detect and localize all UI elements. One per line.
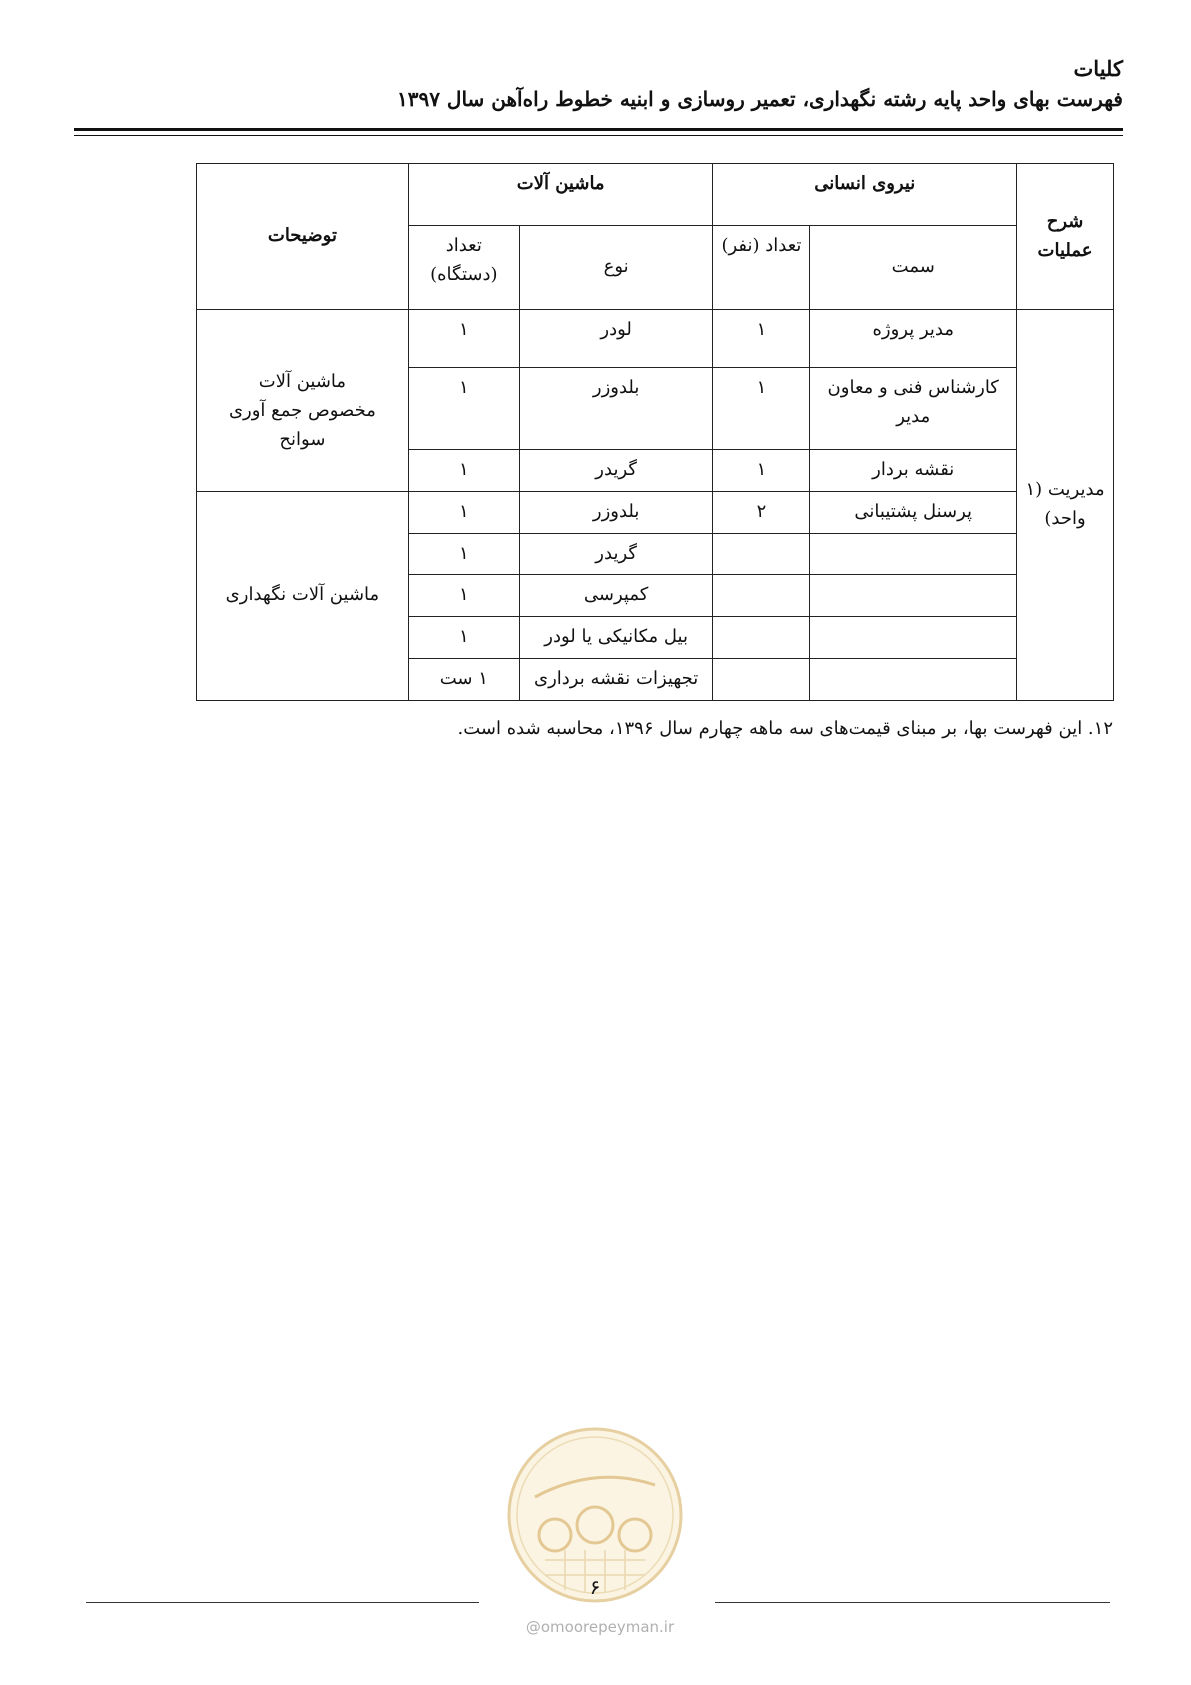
table-row xyxy=(197,491,1114,533)
header-count-persons: تعداد (نفر) xyxy=(713,226,810,310)
units-cell: ۱ ست xyxy=(408,658,519,700)
table-row xyxy=(197,310,1114,368)
persons-cell xyxy=(713,617,810,659)
operations-table xyxy=(196,163,1114,701)
header-description: شرح عملیات xyxy=(1017,164,1114,310)
machine-type-cell: گریدر xyxy=(519,533,713,575)
machine-type-cell: لودر xyxy=(519,310,713,368)
machine-type-cell: تجهیزات نقشه برداری xyxy=(519,658,713,700)
position-cell: پرسنل پشتیبانی xyxy=(810,491,1017,533)
machine-type-cell: کمپرسی xyxy=(519,575,713,617)
persons-cell: ۱ xyxy=(713,368,810,450)
page-header xyxy=(68,56,1123,111)
machine-type-cell: بیل مکانیکی یا لودر xyxy=(519,617,713,659)
header-type: نوع xyxy=(519,226,713,310)
units-cell: ۱ xyxy=(408,368,519,450)
units-cell: ۱ xyxy=(408,310,519,368)
position-cell: نقشه بردار xyxy=(810,450,1017,492)
page-number: ۶ xyxy=(589,1575,601,1599)
position-cell xyxy=(810,533,1017,575)
header-rule-thick xyxy=(74,128,1123,131)
position-cell: کارشناس فنی و معاون مدیر xyxy=(810,368,1017,450)
header-position: سمت xyxy=(810,226,1017,310)
persons-cell xyxy=(713,575,810,617)
persons-cell xyxy=(713,533,810,575)
position-cell: مدیر پروژه xyxy=(810,310,1017,368)
position-cell xyxy=(810,575,1017,617)
persons-cell: ۲ xyxy=(713,491,810,533)
position-cell xyxy=(810,658,1017,700)
group2-note-cell: ماشین آلات نگهداری xyxy=(197,491,409,700)
header-manpower: نیروی انسانی xyxy=(713,164,1017,226)
section-title: کلیات xyxy=(1073,56,1123,81)
units-cell: ۱ xyxy=(408,575,519,617)
units-cell: ۱ xyxy=(408,491,519,533)
document-title: فهرست بهای واحد پایه رشته نگهداری، تعمیر روسازی و ابنیه خطوط راه‌آهن سال ۱۳۹۷ xyxy=(397,87,1123,111)
header-count-units: تعداد (دستگاه) xyxy=(408,226,519,310)
units-cell: ۱ xyxy=(408,617,519,659)
group1-note-cell: ماشین آلات مخصوص جمع آوری سوانح xyxy=(197,310,409,492)
header-rule-thin xyxy=(74,135,1123,136)
website-watermark: @omoorepeyman.ir xyxy=(525,1618,675,1636)
footnote: ۱۲. این فهرست بها، بر مبنای قیمت‌های سه ماهه چهارم سال ۱۳۹۶، محاسبه شده است. xyxy=(457,718,1113,739)
header-notes: توضیحات xyxy=(197,164,409,310)
operation-cell: مدیریت (۱ واحد) xyxy=(1017,310,1114,701)
machine-type-cell: گریدر xyxy=(519,450,713,492)
persons-cell: ۱ xyxy=(713,310,810,368)
header-machinery: ماشین آلات xyxy=(408,164,713,226)
machine-type-cell: بلدوزر xyxy=(519,368,713,450)
persons-cell: ۱ xyxy=(713,450,810,492)
footer-rule-right xyxy=(715,1602,1110,1603)
position-cell xyxy=(810,617,1017,659)
units-cell: ۱ xyxy=(408,450,519,492)
persons-cell xyxy=(713,658,810,700)
units-cell: ۱ xyxy=(408,533,519,575)
machine-type-cell: بلدوزر xyxy=(519,491,713,533)
footer-rule-left xyxy=(86,1602,479,1603)
